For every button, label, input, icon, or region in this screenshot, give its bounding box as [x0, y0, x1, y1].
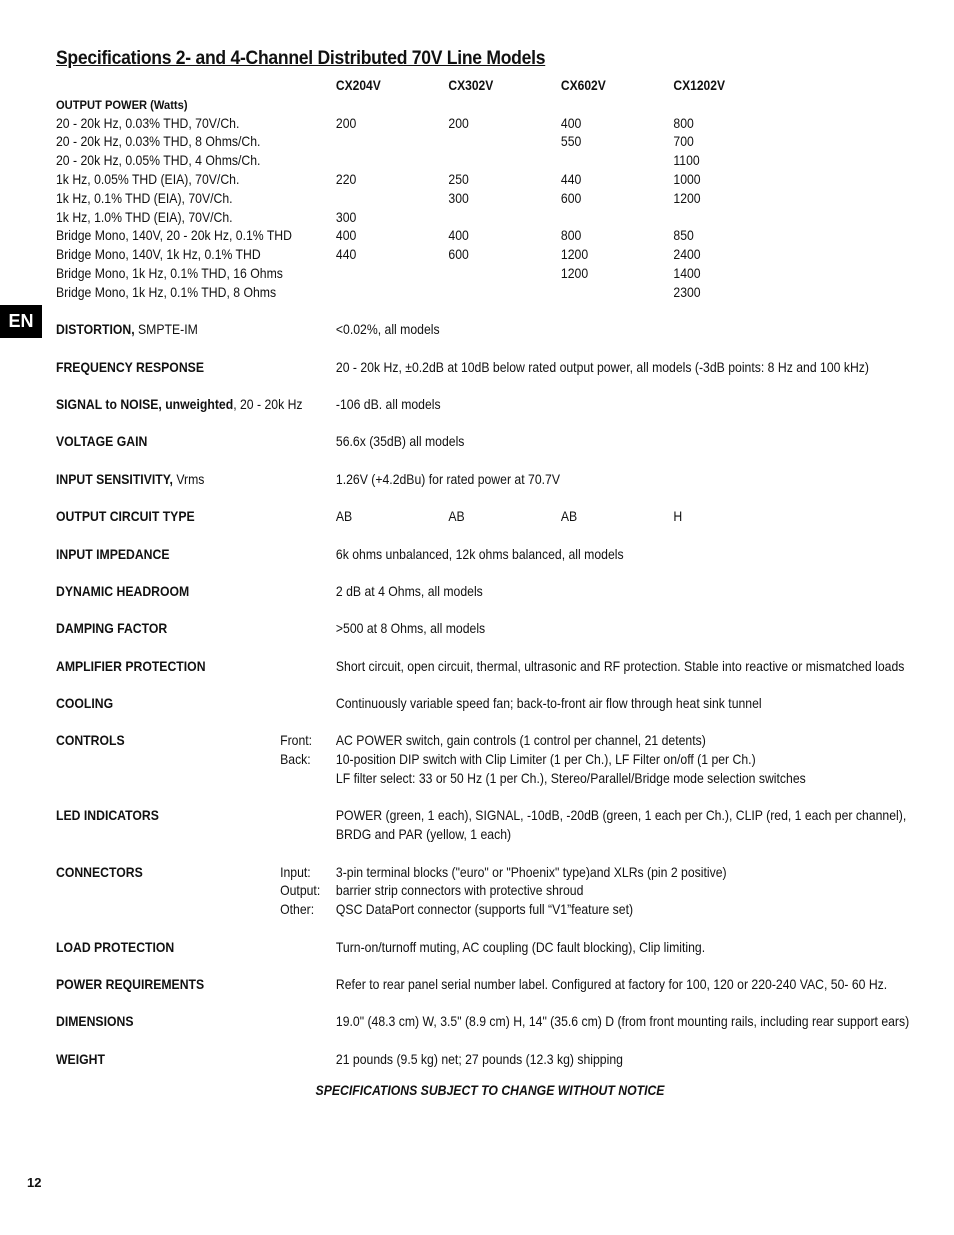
output-power-value-cx1202v: 1400 [673, 265, 701, 281]
spec-label: FREQUENCY RESPONSE [56, 359, 204, 375]
spec-value-2: BRDG and PAR (yellow, 1 each) [335, 827, 512, 843]
connectors-output-label: Output: [280, 883, 321, 899]
output-power-value-cx302v [448, 152, 561, 171]
output-power-row [56, 171, 848, 190]
output-power-row [56, 133, 848, 152]
output-power-row-label: Bridge Mono, 1k Hz, 0.1% THD, 16 Ohms [56, 265, 283, 281]
controls-back-value-2: LF filter select: 33 or 50 Hz (1 per Ch.), Stereo/Parallel/Bridge mode selection switches [335, 771, 806, 787]
spec-value: POWER (green, 1 each), SIGNAL, -10dB, -20dB (green, 1 each per Ch.), CLIP (red, 1 each per channel), [335, 808, 907, 824]
spec-load-protection [56, 939, 848, 958]
spec-label: VOLTAGE GAIN [56, 434, 148, 450]
page-number: 12 [27, 1175, 42, 1190]
spec-value: 21 pounds (9.5 kg) net; 27 pounds (12.3 kg) shipping [335, 1051, 623, 1067]
spec-label: SIGNAL to NOISE, unweighted [56, 396, 234, 412]
output-power-heading: OUTPUT POWER (Watts) [56, 97, 188, 112]
spec-signal-to-noise [56, 396, 848, 415]
output-power-row-label: 1k Hz, 0.05% THD (EIA), 70V/Ch. [56, 171, 240, 187]
output-power-value-cx1202v: 1100 [673, 153, 700, 169]
spec-connectors [56, 864, 848, 920]
output-power-value-cx204v: 440 [335, 247, 357, 263]
spec-label: COOLING [56, 696, 114, 712]
output-power-value-cx602v [561, 209, 673, 228]
spec-controls [56, 732, 848, 788]
output-power-value-cx602v [561, 152, 673, 171]
spec-label: DAMPING FACTOR [56, 621, 168, 637]
controls-front-value: AC POWER switch, gain controls (1 control per channel, 21 detents) [335, 733, 706, 749]
output-power-row-label: Bridge Mono, 140V, 20 - 20k Hz, 0.1% THD [56, 228, 292, 244]
output-power-row [56, 246, 848, 265]
spec-frequency-response [56, 359, 869, 378]
output-power-row [56, 152, 848, 171]
output-power-value-cx1202v: 800 [673, 115, 694, 131]
output-power-value-cx302v: 300 [448, 190, 469, 206]
spec-value: 2 dB at 4 Ohms, all models [335, 583, 483, 599]
spec-distortion [56, 321, 848, 340]
connectors-output-value: barrier strip connectors with protective shroud [335, 883, 584, 899]
spec-label: DISTORTION, [56, 322, 135, 338]
spec-power-requirements [56, 976, 888, 995]
spec-led-indicators [56, 807, 907, 845]
output-power-value-cx302v [448, 209, 561, 228]
spec-input-sensitivity [56, 471, 848, 490]
output-power-value-cx602v: 440 [560, 171, 582, 187]
spec-amplifier-protection [56, 658, 905, 677]
spec-sublabel: Vrms [172, 471, 205, 487]
output-power-row [56, 265, 848, 284]
spec-dynamic-headroom [56, 583, 848, 602]
controls-back-label: Back: [280, 752, 311, 768]
model-cx602v: CX602V [560, 78, 606, 93]
output-power-value-cx1202v: 850 [673, 228, 694, 244]
spec-value: Turn-on/turnoff muting, AC coupling (DC fault blocking), Clip limiting. [335, 939, 706, 955]
spec-label: OUTPUT CIRCUIT TYPE [56, 509, 195, 525]
model-cx204v: CX204V [335, 78, 381, 93]
spec-label: POWER REQUIREMENTS [56, 977, 205, 992]
connectors-other-label: Other: [280, 902, 315, 918]
output-power-value-cx602v: 550 [560, 134, 582, 150]
connectors-input-value: 3-pin terminal blocks ("euro" or "Phoenix" type)and XLRs (pin 2 positive) [335, 864, 727, 880]
spec-weight [56, 1051, 848, 1070]
output-power-value-cx302v: 600 [448, 247, 469, 263]
spec-damping-factor [56, 620, 848, 639]
output-power-value-cx204v: 400 [335, 228, 357, 244]
output-power-value-cx204v [336, 190, 449, 209]
output-power-value-cx302v: 400 [448, 228, 469, 244]
controls-front-label: Front: [280, 733, 313, 749]
output-power-row-label: Bridge Mono, 140V, 1k Hz, 0.1% THD [56, 247, 261, 263]
connectors-other-value: QSC DataPort connector (supports full “V1”feature set) [335, 902, 634, 918]
output-power-value-cx602v: 600 [560, 190, 582, 206]
output-power-value-cx204v: 200 [335, 115, 357, 131]
model-cx302v: CX302V [448, 78, 494, 93]
output-power-value-cx1202v: 1200 [673, 190, 701, 206]
output-power-row-label: 1k Hz, 0.1% THD (EIA), 70V/Ch. [56, 190, 233, 206]
spec-value: 1.26V (+4.2dBu) for rated power at 70.7V [335, 471, 560, 487]
spec-value: 19.0" (48.3 cm) W, 3.5" (8.9 cm) H, 14" (35.6 cm) D (from front mounting rails, including rear support ears) [335, 1014, 910, 1030]
output-power-value-cx602v: 800 [560, 228, 582, 244]
output-power-row [56, 190, 848, 209]
output-power-value-cx602v: 1200 [560, 247, 589, 263]
spec-value: 6k ohms unbalanced, 12k ohms balanced, all models [335, 546, 624, 562]
spec-voltage-gain [56, 433, 848, 452]
spec-label: INPUT IMPEDANCE [56, 546, 170, 562]
output-power-row [56, 227, 848, 246]
language-tab: EN [0, 305, 42, 338]
spec-cooling [56, 695, 848, 714]
spec-label: DYNAMIC HEADROOM [56, 583, 190, 599]
spec-value: 20 - 20k Hz, ±0.2dB at 10dB below rated output power, all models (-3dB points: 8 Hz and 100 kHz) [335, 359, 869, 375]
spec-label: DIMENSIONS [56, 1014, 134, 1030]
spec-label: INPUT SENSITIVITY, [56, 471, 173, 487]
spec-value: Short circuit, open circuit, thermal, ultrasonic and RF protection. Stable into reactive or mismatched loads [335, 658, 905, 674]
spec-value-cx302v: AB [448, 509, 465, 525]
output-power-value-cx204v [336, 284, 449, 303]
spec-table [56, 77, 910, 1070]
spec-output-circuit-type [56, 508, 848, 527]
output-power-value-cx602v: 400 [560, 115, 582, 131]
spec-value: >500 at 8 Ohms, all models [335, 621, 486, 637]
spec-sublabel: SMPTE-IM [134, 322, 198, 338]
connectors-input-label: Input: [280, 864, 311, 880]
output-power-value-cx302v: 200 [448, 115, 469, 131]
output-power-rows [56, 115, 848, 303]
output-power-value-cx204v [336, 152, 449, 171]
controls-back-value: 10-position DIP switch with Clip Limiter (1 per Ch.), LF Filter on/off (1 per Ch.) [335, 752, 756, 768]
spec-value: 56.6x (35dB) all models [335, 434, 465, 450]
output-power-row-label: 20 - 20k Hz, 0.03% THD, 8 Ohms/Ch. [56, 134, 261, 150]
output-power-row-label: 20 - 20k Hz, 0.03% THD, 70V/Ch. [56, 115, 240, 131]
model-cx1202v: CX1202V [673, 78, 725, 93]
spec-label: CONTROLS [56, 733, 125, 749]
output-power-value-cx204v [336, 133, 449, 152]
output-power-value-cx204v [336, 265, 449, 284]
output-power-row-label: Bridge Mono, 1k Hz, 0.1% THD, 8 Ohms [56, 284, 277, 300]
spec-value-cx1202v: H [673, 509, 683, 525]
output-power-value-cx204v: 220 [335, 171, 357, 187]
output-power-value-cx602v: 1200 [560, 265, 589, 281]
model-header-row [56, 77, 848, 96]
spec-label: AMPLIFIER PROTECTION [56, 658, 206, 674]
output-power-row-label: 20 - 20k Hz, 0.05% THD, 4 Ohms/Ch. [56, 153, 261, 169]
output-power-value-cx302v [448, 284, 561, 303]
spec-value: -106 dB. all models [335, 396, 441, 412]
spec-input-impedance [56, 546, 848, 565]
output-power-value-cx1202v: 700 [673, 134, 694, 150]
output-power-value-cx302v: 250 [448, 171, 469, 187]
output-power-row [56, 284, 848, 303]
output-power-value-cx302v [448, 133, 561, 152]
spec-value: <0.02%, all models [335, 322, 440, 338]
output-power-value-cx1202v: 2400 [673, 247, 701, 263]
spec-sublabel: , 20 - 20k Hz [233, 396, 303, 412]
spec-label: CONNECTORS [56, 864, 143, 880]
specifications-notice: SPECIFICATIONS SUBJECT TO CHANGE WITHOUT NOTICE [315, 1083, 665, 1098]
page-title: Specifications 2- and 4-Channel Distributed 70V Line Models [56, 47, 546, 69]
output-power-value-cx204v: 300 [335, 209, 357, 225]
spec-label: LED INDICATORS [56, 808, 159, 824]
spec-label: LOAD PROTECTION [56, 939, 175, 955]
spec-value: Continuously variable speed fan; back-to-front air flow through heat sink tunnel [335, 696, 762, 712]
spec-dimensions [56, 1013, 910, 1032]
output-power-value-cx602v [561, 284, 673, 303]
spec-label: WEIGHT [56, 1051, 105, 1067]
output-power-row [56, 115, 848, 134]
spec-value-cx602v: AB [560, 509, 578, 525]
output-power-value-cx1202v: 2300 [673, 284, 701, 300]
spec-value-cx204v: AB [335, 509, 353, 525]
output-power-row-label: 1k Hz, 1.0% THD (EIA), 70V/Ch. [56, 209, 233, 225]
output-power-value-cx302v [448, 265, 561, 284]
output-power-row [56, 209, 848, 228]
output-power-value-cx1202v: 1000 [673, 171, 701, 187]
spec-value: Refer to rear panel serial number label. Configured at factory for 100, 120 or 220-240 VAC, 50- 60 Hz. [335, 977, 888, 992]
